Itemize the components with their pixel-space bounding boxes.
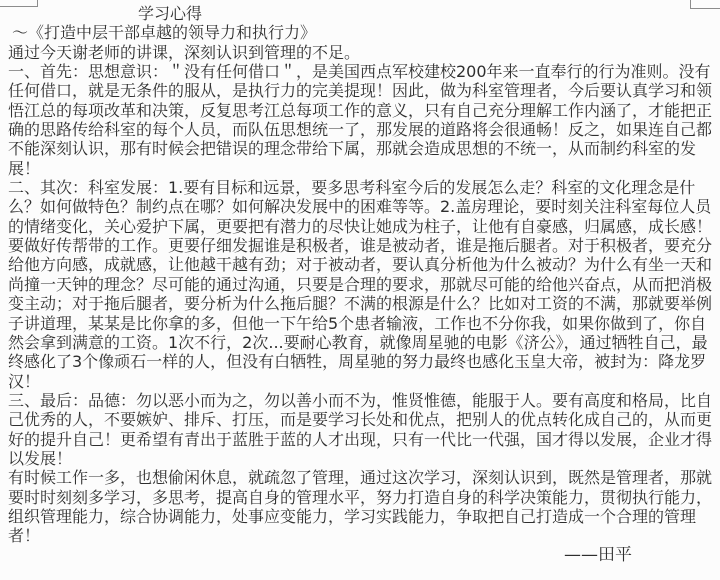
document-body — [8, 4, 714, 565]
text-line: 要时时刻刻多学习，多思考，提高自身的管理水平，努力打造自身的科学决策能力，贯彻执行能力， — [8, 487, 713, 507]
text-line: 一、首先：思想意识：＂没有任何借口＂，是美国西点军校建校200年来一直奉行的行为准则。没有 — [8, 62, 711, 82]
text-line: 三、最后：品德：勿以恶小而为之，勿以善小而不为，惟贤惟德，能服于人。要有高度和格局，比自 — [8, 390, 713, 410]
text-line: 要做好传帮带的工作。更要仔细发掘谁是积极者，谁是被动者，谁是拖后腿者。对于积极者，要充分 — [8, 236, 713, 256]
text-line: 二、其次：科室发展：1.要有目标和远景，要多思考科室今后的发展怎么走？科室的文化理念是什 — [8, 178, 696, 198]
text-line: 组织管理能力，综合协调能力，处事应变能力，学习实践能力，争取把自己打造成一个合理的管理 — [8, 506, 697, 526]
text-line: 子讲道理，某某是比你拿的多，但他一下午给5个患者输液，工作也不分你我，如果你做到了，你自 — [8, 313, 707, 333]
text-line: 有时候工作一多，也想偷闲休息，就疏忽了管理，通过这次学习，深刻认识到，既然是管理者，那就 — [8, 468, 713, 488]
text-line: 确的思路传给科室的每个人员，而队伍思想统一了，那发展的道路将会很通畅！反之，如果连自己都 — [8, 120, 713, 140]
text-line: 的情绪变化，关心爱护下属，更要把有潜力的尽快让她成为柱子，让他有自豪感，归属感，成长感！ — [8, 216, 713, 236]
text-line: 以发展！ — [8, 448, 73, 468]
document-title: 学习心得 — [138, 4, 203, 23]
text-line: 展！ — [8, 158, 41, 178]
text-line: 己优秀的人，不要嫉妒、排斥、打压，而是要学习长处和优点，把别人的优点转化成自己的，从而更 — [8, 410, 713, 430]
text-line: 不能深刻认识，那有时候会把错误的理念带给下属，那就会造成思想的不统一，从而制约科室的发 — [8, 139, 697, 159]
text-line: ～《打造中层干部卓越的领导力和执行力》 — [12, 23, 317, 43]
text-line: 尚撞一天钟的理念？尽可能的通过沟通，只要是合理的要求，那就尽可能的给他兴奋点，从而把消极 — [8, 274, 713, 294]
text-line: 然会拿到满意的工资。1次不行，2次...要耐心教育，就像周星驰的电影《济公》，通过牺牲自己，最 — [8, 332, 708, 352]
signature: ——田平 — [564, 544, 632, 565]
text-line: 么？如何做特色？制约点在哪？如何解决发展中的困难等等。2.盖房理论，要时刻关注科室每位人员 — [8, 197, 712, 217]
text-line: 者！ — [8, 526, 41, 546]
text-line: 给他方向感，成就感，让他越干越有劲；对于被动者，要认真分析他为什么被动？为什么有坐一天和 — [8, 255, 713, 275]
text-line: 终感化了3个像顽石一样的人，但没有白牺牲，周星驰的努力最终也感化玉皇大帝，被封为：降龙罗 — [8, 352, 707, 372]
text-line: 汉！ — [8, 371, 41, 391]
text-line: 变主动；对于拖后腿者，要分析为什么拖后腿？不满的根源是什么？比如对工资的不满，那就要举例 — [8, 294, 713, 314]
text-line: 通过今天谢老师的讲课，深刻认识到管理的不足。 — [8, 42, 361, 62]
text-line: 悟江总的每项改革和决策，反复思考江总每项工作的意义，只有自己充分理解工作内涵了，才能把正 — [8, 100, 713, 120]
text-line: 任何借口，就是无条件的服从，是执行力的完美提现！因此，做为科室管理者，今后要认真学习和领 — [8, 81, 713, 101]
text-line: 好的提升自己！更希望有青出于蓝胜于蓝的人才出现，只有一代比一代强，国才得以发展，企业才得 — [8, 429, 713, 449]
